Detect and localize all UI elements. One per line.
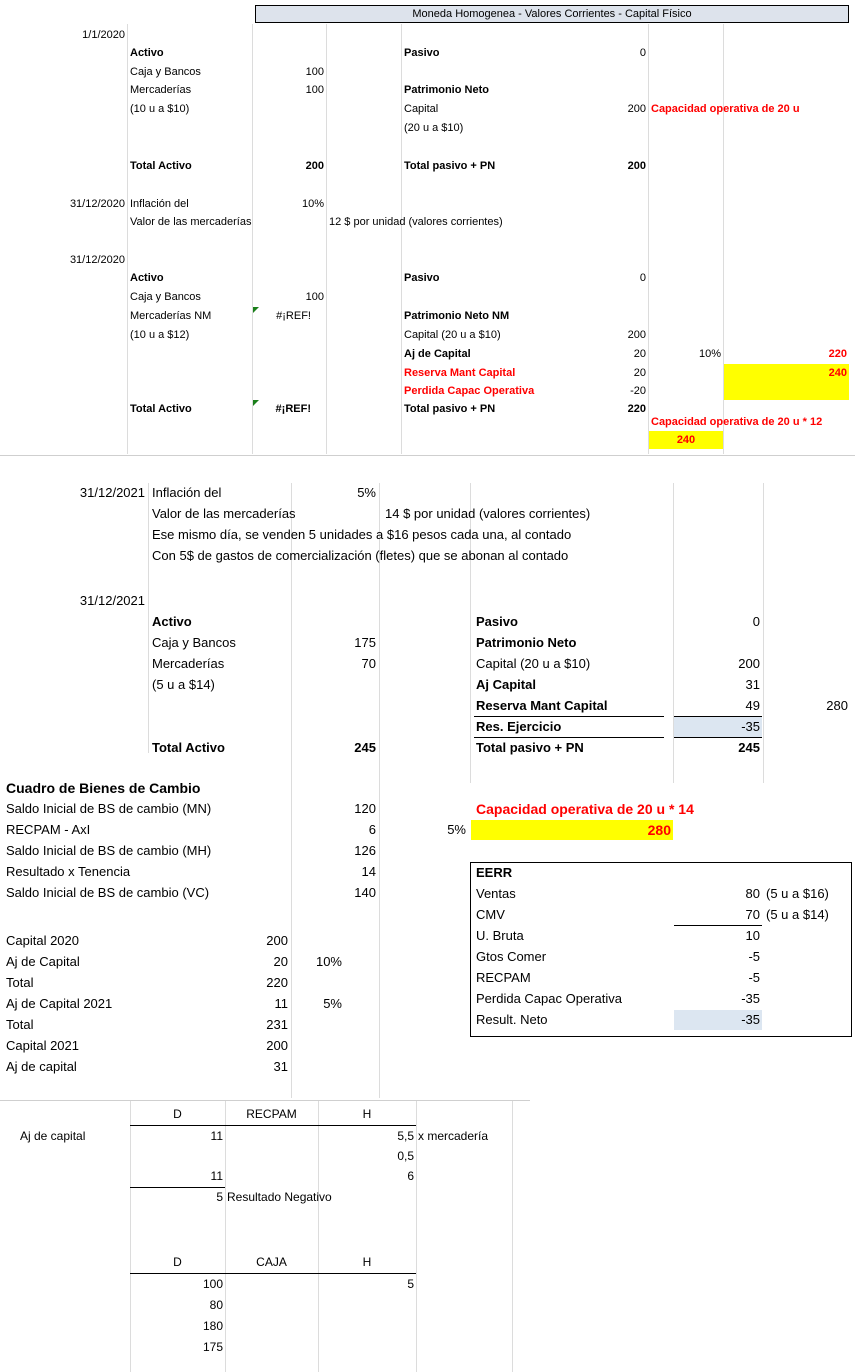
date-cell-2[interactable]: 31/12/2020 bbox=[69, 198, 125, 210]
caja-debe-header[interactable]: D bbox=[173, 1255, 182, 1269]
pasivo-heading-2021[interactable]: Pasivo bbox=[476, 614, 518, 629]
cuadro-label[interactable]: Saldo Inicial de BS de cambio (MH) bbox=[6, 843, 212, 858]
caja-title[interactable]: CAJA bbox=[256, 1255, 287, 1269]
capital-value-2021[interactable]: 200 bbox=[738, 656, 760, 671]
capital-label-2021[interactable]: Capital (20 u a $10) bbox=[476, 656, 591, 671]
valor-mercaderias-label[interactable]: Valor de las mercaderías bbox=[130, 216, 252, 228]
perdida-value[interactable]: -20 bbox=[630, 385, 646, 397]
recpam-haber-1[interactable]: 5,5 bbox=[397, 1129, 414, 1143]
total-activo-value-2021[interactable]: 245 bbox=[354, 740, 376, 755]
total-activo-label[interactable]: Total Activo bbox=[130, 160, 192, 172]
eerr-value[interactable]: -35 bbox=[674, 1010, 762, 1030]
capital-tbl-label[interactable]: Total bbox=[6, 1017, 34, 1032]
capital-tbl-pct[interactable]: 10% bbox=[315, 954, 342, 969]
mercaderias-detail[interactable]: (10 u a $10) bbox=[130, 103, 190, 115]
cuadro-value[interactable]: 14 bbox=[361, 864, 376, 879]
capital-tbl-label[interactable]: Aj de Capital bbox=[6, 954, 80, 969]
capital-tbl-pct[interactable]: 5% bbox=[323, 996, 342, 1011]
capital-tbl-label[interactable]: Capital 2021 bbox=[6, 1038, 79, 1053]
aj-capital-pct[interactable]: 10% bbox=[698, 348, 721, 360]
eerr-label[interactable]: U. Bruta bbox=[476, 928, 524, 943]
merc-value-2021[interactable]: 70 bbox=[361, 656, 376, 671]
capacidad-operativa-2021-value[interactable]: 280 bbox=[471, 820, 673, 840]
total-pasivo-value-2021[interactable]: 245 bbox=[738, 740, 760, 755]
capital-label-2[interactable]: Capital (20 u a $10) bbox=[404, 329, 501, 341]
activo-heading-2021[interactable]: Activo bbox=[152, 614, 192, 629]
sheet-section-2 bbox=[0, 455, 855, 1101]
caja-value-2[interactable]: 100 bbox=[305, 291, 324, 303]
recpam-haber-2[interactable]: 0,5 bbox=[397, 1149, 414, 1163]
eerr-value[interactable]: 10 bbox=[745, 928, 760, 943]
pasivo-value-2[interactable]: 0 bbox=[639, 272, 646, 284]
caja-value[interactable]: 100 bbox=[305, 66, 324, 78]
eerr-note[interactable]: (5 u a $16) bbox=[766, 886, 829, 901]
pn-heading-2021[interactable]: Patrimonio Neto bbox=[476, 635, 577, 650]
eerr-label[interactable]: Ventas bbox=[476, 886, 516, 901]
capital-value[interactable]: 200 bbox=[627, 103, 646, 115]
pn-heading[interactable]: Patrimonio Neto bbox=[404, 84, 489, 96]
capital-label[interactable]: Capital bbox=[404, 103, 439, 115]
gastos-description[interactable]: Con 5$ de gastos de comercialización (fletes) que se abonan al contado bbox=[152, 548, 569, 563]
caja-haber-header[interactable]: H bbox=[362, 1255, 372, 1269]
caja-t-line bbox=[130, 1273, 416, 1274]
recpam-result-value[interactable]: 5 bbox=[216, 1190, 223, 1204]
valor-merc-2021-value[interactable]: 14 $ por unidad (valores corrientes) bbox=[385, 506, 591, 521]
caja-label-2[interactable]: Caja y Bancos bbox=[130, 291, 201, 303]
sheet-section-1 bbox=[0, 0, 855, 455]
total-activo-label-2[interactable]: Total Activo bbox=[130, 403, 192, 415]
caja-debe-row[interactable]: 180 bbox=[202, 1319, 223, 1333]
aj-capital-220[interactable]: 220 bbox=[828, 348, 847, 360]
capital-value-2[interactable]: 200 bbox=[627, 329, 646, 341]
total-pasivo-label-2021[interactable]: Total pasivo + PN bbox=[476, 740, 584, 755]
cuadro-label[interactable]: Saldo Inicial de BS de cambio (MN) bbox=[6, 801, 212, 816]
capacidad-operativa-2021[interactable]: Capacidad operativa de 20 u * 14 bbox=[476, 801, 694, 817]
inflacion-2021-label[interactable]: Inflación del bbox=[152, 485, 222, 500]
date-cell-3[interactable]: 31/12/2020 bbox=[69, 254, 125, 266]
aj-capital-value[interactable]: 20 bbox=[633, 348, 646, 360]
reserva-value[interactable]: 20 bbox=[633, 367, 646, 379]
venta-description[interactable]: Ese mismo día, se venden 5 unidades a $16 pesos cada una, al contado bbox=[152, 527, 572, 542]
cuadro-label[interactable]: RECPAM - AxI bbox=[6, 822, 91, 837]
cuadro-value[interactable]: 120 bbox=[354, 801, 376, 816]
reserva-label-2021[interactable]: Reserva Mant Capital bbox=[474, 696, 664, 717]
cuadro-value[interactable]: 6 bbox=[368, 822, 376, 837]
aj-capital-value-2021[interactable]: 31 bbox=[745, 677, 760, 692]
recpam-haber-note[interactable]: x mercadería bbox=[418, 1129, 489, 1143]
cuadro-title[interactable]: Cuadro de Bienes de Cambio bbox=[6, 780, 201, 796]
highlight-cell[interactable] bbox=[724, 382, 849, 400]
merc-label-2021[interactable]: Mercaderías bbox=[152, 656, 225, 671]
total-activo-value-2[interactable]: #¡REF! bbox=[275, 403, 311, 415]
capacidad-operativa-note-2[interactable]: Capacidad operativa de 20 u * 12 bbox=[651, 416, 823, 428]
inflacion-value[interactable]: 10% bbox=[301, 198, 324, 210]
pn-nm-heading[interactable]: Patrimonio Neto NM bbox=[404, 310, 510, 322]
mercaderias-label[interactable]: Mercaderías bbox=[130, 84, 192, 96]
activo-heading-2[interactable]: Activo bbox=[130, 272, 164, 284]
res-ejercicio-value[interactable]: -35 bbox=[674, 717, 762, 738]
caja-debe-row[interactable]: 80 bbox=[209, 1298, 223, 1312]
mercaderias-nm-value[interactable]: #¡REF! bbox=[276, 310, 311, 322]
sheet-title: Moneda Homogenea - Valores Corrientes - Capital Físico bbox=[255, 5, 849, 23]
date-cell[interactable]: 1/1/2020 bbox=[82, 29, 125, 41]
recpam-debe-total[interactable]: 11 bbox=[130, 1167, 225, 1188]
perdida-label[interactable]: Perdida Capac Operativa bbox=[404, 385, 535, 397]
capital-tbl-value[interactable]: 200 bbox=[266, 1038, 288, 1053]
reserva-280-2021[interactable]: 280 bbox=[826, 698, 848, 713]
recpam-title[interactable]: RECPAM bbox=[246, 1107, 297, 1121]
eerr-value[interactable]: -5 bbox=[748, 970, 760, 985]
inflacion-2021-value[interactable]: 5% bbox=[357, 485, 376, 500]
total-activo-value[interactable]: 200 bbox=[305, 160, 324, 172]
res-ejercicio-label[interactable]: Res. Ejercicio bbox=[474, 717, 664, 738]
eerr-label[interactable]: RECPAM bbox=[476, 970, 531, 985]
date-2021[interactable]: 31/12/2021 bbox=[79, 485, 145, 500]
eerr-value[interactable]: -35 bbox=[741, 991, 760, 1006]
total-pasivo-label[interactable]: Total pasivo + PN bbox=[404, 160, 496, 172]
caja-value-2021[interactable]: 175 bbox=[354, 635, 376, 650]
inflacion-label[interactable]: Inflación del bbox=[130, 198, 189, 210]
mercaderias-value[interactable]: 100 bbox=[305, 84, 324, 96]
recpam-debe-header[interactable]: D bbox=[173, 1107, 182, 1121]
mercaderias-detail-2[interactable]: (10 u a $12) bbox=[130, 329, 190, 341]
eerr-value[interactable]: 70 bbox=[674, 905, 762, 926]
capital-tbl-label[interactable]: Total bbox=[6, 975, 34, 990]
pasivo-value[interactable]: 0 bbox=[639, 47, 646, 59]
reserva-240[interactable]: 240 bbox=[724, 364, 849, 382]
cuadro-value[interactable]: 140 bbox=[354, 885, 376, 900]
capital-tbl-value[interactable]: 11 bbox=[274, 996, 288, 1011]
date-2021-b[interactable]: 31/12/2021 bbox=[79, 593, 145, 608]
capital-tbl-label[interactable]: Capital 2020 bbox=[6, 933, 79, 948]
eerr-note[interactable]: (5 u a $14) bbox=[766, 907, 829, 922]
reserva-value-2021[interactable]: 49 bbox=[674, 696, 762, 717]
capital-tbl-value[interactable]: 220 bbox=[266, 975, 288, 990]
recpam-result-label[interactable]: Resultado Negativo bbox=[227, 1190, 332, 1204]
capacidad-operativa-value-2[interactable]: 240 bbox=[649, 431, 723, 449]
eerr-value[interactable]: 80 bbox=[745, 886, 760, 901]
total-pasivo-label-2[interactable]: Total pasivo + PN bbox=[404, 403, 496, 415]
caja-label-2021[interactable]: Caja y Bancos bbox=[152, 635, 236, 650]
eerr-label[interactable]: Gtos Comer bbox=[476, 949, 547, 964]
cuadro-value[interactable]: 126 bbox=[354, 843, 376, 858]
cuadro-label[interactable]: Saldo Inicial de BS de cambio (VC) bbox=[6, 885, 210, 900]
eerr-title[interactable]: EERR bbox=[476, 865, 513, 880]
caja-haber-1[interactable]: 5 bbox=[407, 1277, 414, 1291]
total-pasivo-value[interactable]: 200 bbox=[627, 160, 646, 172]
recpam-haber-total[interactable]: 6 bbox=[407, 1169, 414, 1183]
capital-tbl-value[interactable]: 231 bbox=[266, 1017, 288, 1032]
capacidad-operativa-note[interactable]: Capacidad operativa de 20 u bbox=[651, 103, 800, 115]
pasivo-heading-2[interactable]: Pasivo bbox=[404, 272, 440, 284]
caja-debe-row[interactable]: 175 bbox=[202, 1340, 223, 1354]
eerr-label[interactable]: Perdida Capac Operativa bbox=[476, 991, 622, 1006]
mercaderias-nm-label[interactable]: Mercaderías NM bbox=[130, 310, 212, 322]
eerr-label[interactable]: CMV bbox=[476, 907, 505, 922]
recpam-debe-1[interactable]: 11 bbox=[210, 1129, 223, 1143]
aj-capital-label[interactable]: Aj de Capital bbox=[404, 348, 471, 360]
valor-mercaderias-value[interactable]: 12 $ por unidad (valores corrientes) bbox=[329, 216, 503, 228]
merc-detail-2021[interactable]: (5 u a $14) bbox=[152, 677, 215, 692]
recpam-haber-header[interactable]: H bbox=[362, 1107, 372, 1121]
eerr-value[interactable]: -5 bbox=[748, 949, 760, 964]
total-pasivo-value-2[interactable]: 220 bbox=[627, 403, 646, 415]
capital-tbl-value[interactable]: 200 bbox=[266, 933, 288, 948]
cuadro-pct[interactable]: 5% bbox=[447, 822, 466, 837]
caja-debe-row[interactable]: 100 bbox=[202, 1277, 223, 1291]
capital-detail[interactable]: (20 u a $10) bbox=[404, 122, 464, 134]
aj-capital-label-2021[interactable]: Aj Capital bbox=[476, 677, 536, 692]
cuadro-label[interactable]: Resultado x Tenencia bbox=[6, 864, 131, 879]
sheet-section-3 bbox=[0, 1100, 530, 1372]
activo-heading[interactable]: Activo bbox=[130, 47, 164, 59]
recpam-t-line bbox=[130, 1125, 416, 1126]
total-activo-label-2021[interactable]: Total Activo bbox=[152, 740, 225, 755]
valor-merc-2021-label[interactable]: Valor de las mercaderías bbox=[152, 506, 296, 521]
aj-capital-label[interactable]: Aj de capital bbox=[20, 1129, 86, 1143]
pasivo-value-2021[interactable]: 0 bbox=[752, 614, 760, 629]
caja-label[interactable]: Caja y Bancos bbox=[130, 66, 201, 78]
eerr-label[interactable]: Result. Neto bbox=[476, 1012, 548, 1027]
capital-tbl-label[interactable]: Aj de Capital 2021 bbox=[6, 996, 113, 1011]
capital-tbl-value[interactable]: 31 bbox=[273, 1059, 288, 1074]
pasivo-heading[interactable]: Pasivo bbox=[404, 47, 440, 59]
reserva-label[interactable]: Reserva Mant Capital bbox=[404, 367, 516, 379]
capital-tbl-value[interactable]: 20 bbox=[273, 954, 288, 969]
capital-tbl-label[interactable]: Aj de capital bbox=[6, 1059, 77, 1074]
